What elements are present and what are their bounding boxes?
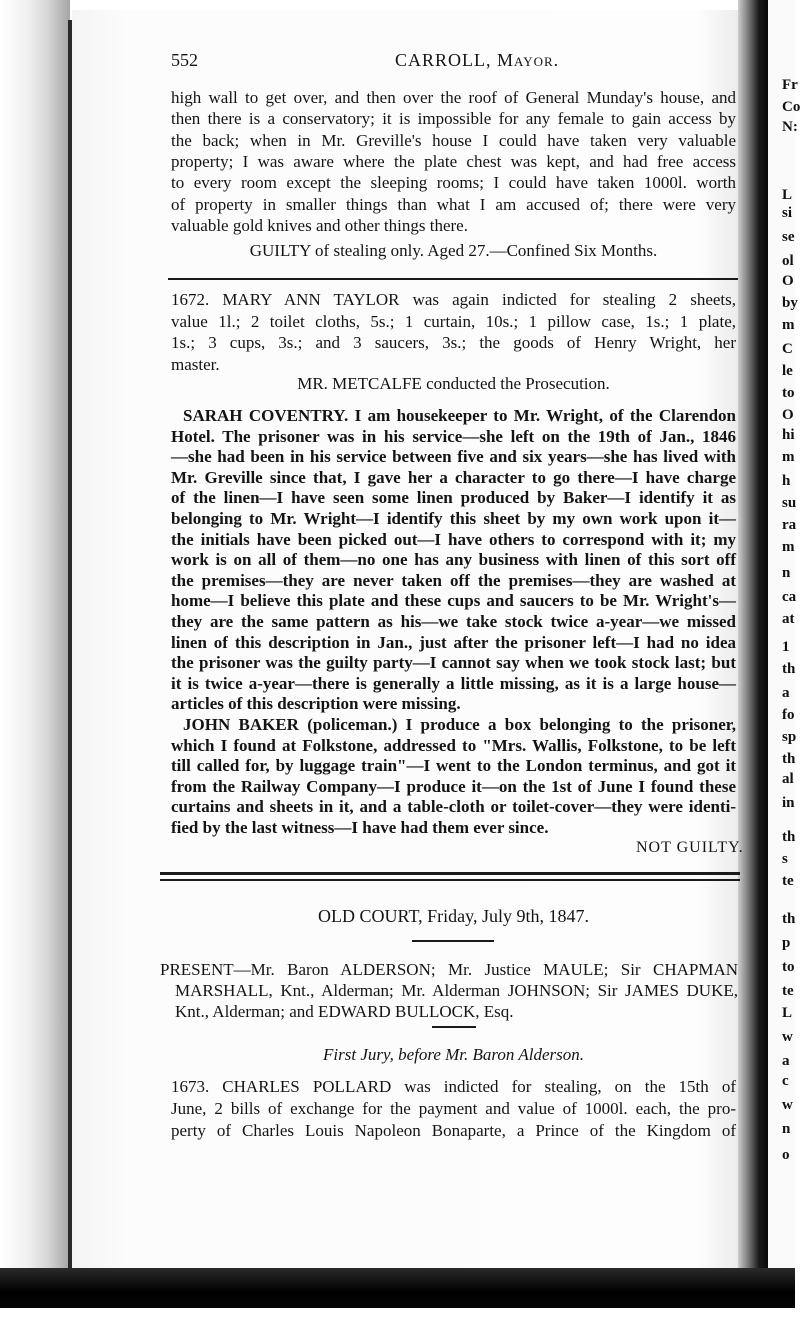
adjacent-page-fragment: se [782,229,795,245]
adjacent-page-fragment: p [782,935,791,951]
present-line: PRESENT—Mr. Baron ALDERSON; Mr. Justice MAULE; Sir CHAPMAN [160,960,738,979]
adjacent-page-fragment: m [782,449,795,465]
paragraph-line: to every room except the sleeping rooms; I could have taken 1000l. worth [171,173,736,193]
adjacent-page-fragment: ca [782,589,797,605]
double-rule-top [160,872,740,875]
indictment-line: 1672. MARY ANN TAYLOR was again indicted for stealing 2 sheets, [171,290,736,309]
adjacent-page-fragment: ol [782,253,794,269]
indictment-line: 1s.; 3 cups, 3s.; and 3 saucers, 3s.; the goods of Henry Wright, her [171,333,736,352]
adjacent-page-edge [768,0,800,1339]
testimony-line: till called for, by luggage train"—I went to the London terminus, and got it [171,756,736,776]
adjacent-page-fragment: le [782,363,793,379]
adjacent-page-fragment: C [782,341,793,357]
present-line: MARSHALL, Knt., Alderman; Mr. Alderman JOHNSON; Sir JAMES DUKE, [175,981,738,1000]
testimony-line: linen of this description in Jan., just after the prisoner left—I had no idea [171,632,736,652]
testimony-line: —she had been in his service between five and six years—she has lived with [171,447,736,467]
indictment-line: master. [171,354,220,374]
paragraph-line: valuable gold knives and other things there. [171,215,468,235]
testimony-line: the prisoner was the guilty party—I cannot say when we took stock last; but [171,653,736,673]
adjacent-page-fragment: th [782,661,796,677]
adjacent-page-fragment: h [782,473,791,489]
testimony-line: home—I believe this plate and these cups and saucers to be Mr. Wright's— [171,591,736,611]
adjacent-page-fragment: th [782,751,796,767]
adjacent-page-fragment: a [782,685,790,701]
prosecution-note: MR. METCALFE conducted the Prosecution. [297,374,610,393]
testimony-line: belonging to Mr. Wright—I identify this sheet by my own work upon it— [171,509,736,528]
scan-border [0,0,795,10]
paragraph-line: property; I was aware where the plate chest was kept, and had free access [171,151,736,171]
short-rule [412,940,494,942]
book-spine [0,0,70,1339]
adjacent-page-fragment: s [782,851,788,867]
paragraph-line: high wall to get over, and then over the roof of General Munday's house, and [171,88,736,107]
paragraph-line: then there is a conservatory; it is impossible for any female to gain access by [171,109,736,129]
present-line: Knt., Alderman; and EDWARD BULLOCK, Esq. [175,1002,514,1021]
adjacent-page-fragment: w [782,1097,793,1113]
adjacent-page-fragment: N: [782,119,798,135]
adjacent-page-fragment: th [782,911,796,927]
section-rule [168,278,738,280]
adjacent-page-fragment: w [782,1029,793,1045]
page-gutter [738,0,768,1339]
adjacent-page-fragment: al [782,771,794,787]
paragraph-line: the back; when in Mr. Greville's house I could have taken very valuable [171,130,736,150]
page-number: 552 [171,50,198,70]
jury-heading: First Jury, before Mr. Baron Alderson. [323,1045,584,1064]
adjacent-page-fragment: hi [782,427,795,443]
paragraph-line: of property in smaller things than what I am accused of; there were very [171,194,736,214]
adjacent-page-fragment: to [782,959,795,975]
testimony-line: articles of this description were missing. [171,694,461,714]
testimony-line: which I found at Folkstone, addressed to "Mrs. Wallis, Folkstone, to be left [171,735,736,755]
adjacent-page-fragment: te [782,873,794,889]
adjacent-page-fragment: by [782,295,798,311]
testimony-line: the premises—they are never taken off the premises—they are washed at [171,570,736,590]
double-rule-bottom [160,879,740,881]
testimony-line: Mr. Greville since that, I gave her a character to go there—I have charge [171,467,736,487]
adjacent-page-fragment: 1 [782,639,790,655]
adjacent-page-fragment: O [782,407,794,423]
testimony-line: from the Railway Company—I produce it—on the 1st of June I found these [171,776,736,796]
testimony-line: they are the same pattern as his—we take stock twice a-year—we missed [171,612,736,631]
verdict-case-1672: NOT GUILTY. [636,839,744,856]
scan-bottom-shadow [0,1268,795,1308]
testimony-line: the initials have been picked out—I have others to correspond with it; my [171,529,736,549]
adjacent-page-fragment: L [782,187,793,203]
adjacent-page-fragment: m [782,317,795,333]
adjacent-page-fragment: to [782,385,795,401]
running-title [395,50,559,70]
adjacent-page-fragment: at [782,611,795,627]
indictment-line: perty of Charles Louis Napoleon Bonaparte, a Prince of the Kingdom of [171,1121,736,1140]
adjacent-page-fragment: th [782,829,796,845]
adjacent-page-fragment: fo [782,707,795,723]
testimony-line: fied by the last witness—I have had them ever since. [171,818,549,837]
verdict-case-1671: GUILTY of stealing only. Aged 27.—Confined Six Months. [249,241,658,260]
testimony-line: JOHN BAKER (policeman.) I produce a box belonging to the prisoner, [183,715,736,734]
adjacent-page-fragment: c [782,1073,789,1089]
adjacent-page-fragment: te [782,983,794,999]
adjacent-page-fragment: n [782,1121,791,1137]
running-title-text: CARROLL, Mayor. [395,50,560,70]
short-dash-rule [432,1026,476,1028]
adjacent-page-fragment: Fr [782,77,798,93]
adjacent-page-fragment: O [782,273,794,289]
testimony-line: Hotel. The prisoner was in his service—she left on the 19th of Jan., 1846 [171,426,736,446]
testimony-line: it is twice a-year—there is generally a little missing, as it is a large house— [171,673,736,693]
adjacent-page-fragment: si [782,205,793,221]
adjacent-page-fragment: n [782,565,791,581]
testimony-line: of the linen—I have seen some linen produced by Baker—I identify it as [171,488,736,508]
session-heading: OLD COURT, Friday, July 9th, 1847. [318,906,589,926]
testimony-line: work is on all of them—no one has any business with linen of this sort off [171,550,736,570]
scan-bottom-margin [0,1308,795,1339]
indictment-line: 1673. CHARLES POLLARD was indicted for stealing, on the 15th of [171,1077,736,1096]
testimony-line: curtains and sheets in it, and a table-cloth or toilet-cover—they were identi- [171,797,736,817]
adjacent-page-fragment: sp [782,729,797,745]
adjacent-page-fragment: su [782,495,797,511]
adjacent-page-fragment: L [782,1005,793,1021]
adjacent-page-fragment: m [782,539,795,555]
adjacent-page-fragment: a [782,1053,790,1069]
adjacent-page-fragment: Co [782,99,800,115]
adjacent-page-fragment: ra [782,517,797,533]
indictment-line: value 1l.; 2 toilet cloths, 5s.; 1 curtain, 10s.; 1 pillow case, 1s.; 1 plate, [171,311,736,331]
adjacent-page-fragment: in [782,795,795,811]
testimony-line: SARAH COVENTRY. I am housekeeper to Mr. Wright, of the Clarendon [183,406,736,425]
adjacent-page-fragment: o [782,1147,790,1163]
indictment-line: June, 2 bills of exchange for the payment and value of 1000l. each, the pro- [171,1099,736,1118]
